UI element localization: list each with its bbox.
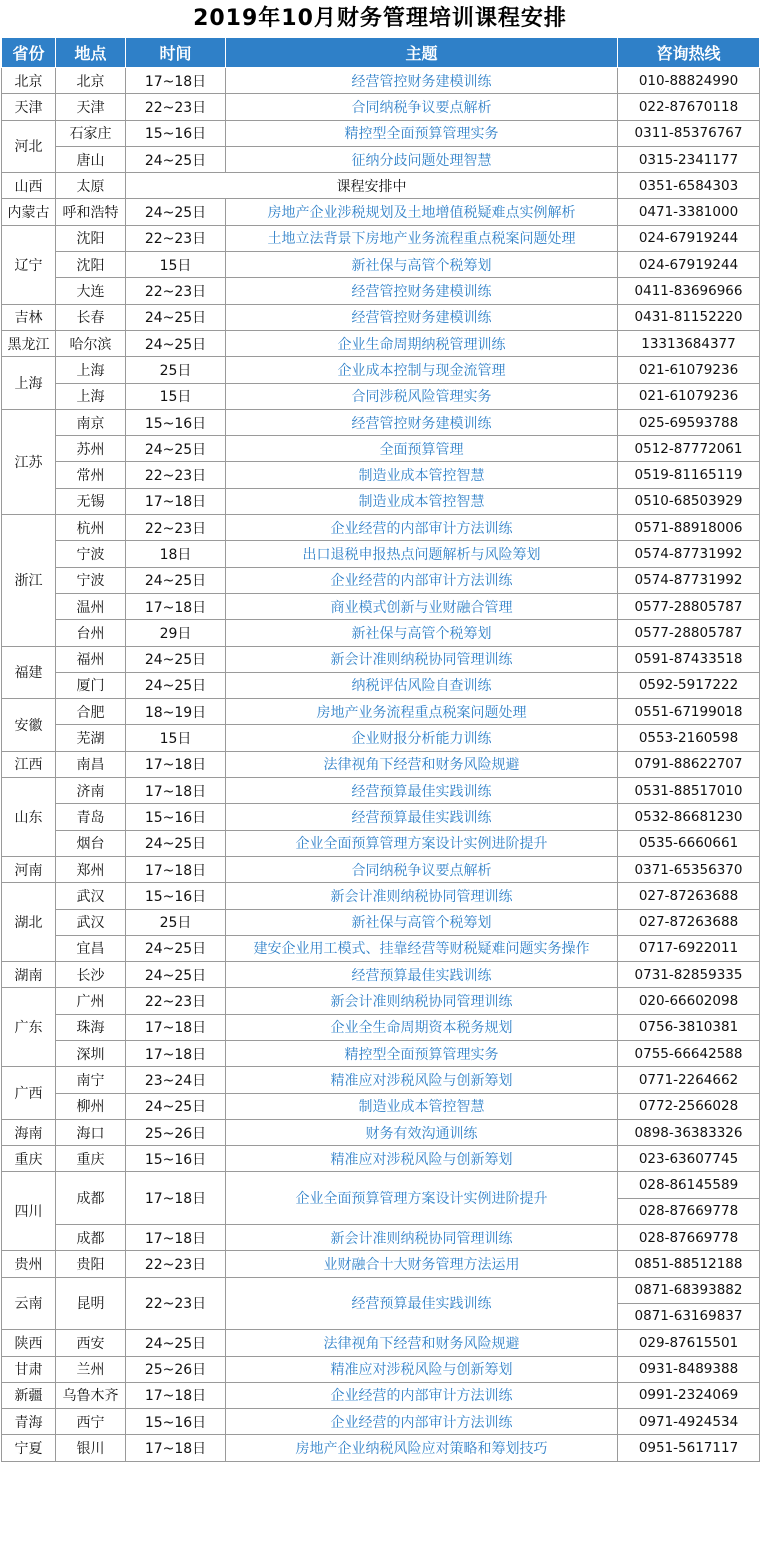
- topic-cell: 经营预算最佳实践训练: [226, 962, 618, 988]
- table-row: [2, 225, 760, 251]
- time-cell: 22~23日: [126, 278, 226, 304]
- city-cell: 沈阳: [56, 252, 126, 278]
- topic-cell: 商业模式创新与业财融合管理: [226, 593, 618, 619]
- city-cell: 海口: [56, 1119, 126, 1145]
- table-row: [2, 488, 760, 514]
- city-cell: 深圳: [56, 1040, 126, 1066]
- hotline-cell: 025-69593788: [618, 409, 760, 435]
- hotline-cell: 0431-81152220: [618, 304, 760, 330]
- hotline-cell: 0411-83696966: [618, 278, 760, 304]
- table-row: [2, 462, 760, 488]
- city-cell: 珠海: [56, 1014, 126, 1040]
- time-cell: 24~25日: [126, 646, 226, 672]
- topic-cell: 企业全面预算管理方案设计实例进阶提升: [226, 830, 618, 856]
- city-cell: 乌鲁木齐: [56, 1382, 126, 1408]
- city-cell: 石家庄: [56, 120, 126, 146]
- time-cell: 15日: [126, 725, 226, 751]
- province-cell: 内蒙古: [2, 199, 56, 225]
- topic-cell: 经营管控财务建模训练: [226, 278, 618, 304]
- province-cell: 广西: [2, 1067, 56, 1120]
- table-row: [2, 699, 760, 725]
- time-cell: 17~18日: [126, 778, 226, 804]
- hotline-cell: 0591-87433518: [618, 646, 760, 672]
- hotline-cell: 13313684377: [618, 330, 760, 356]
- time-cell: 15日: [126, 383, 226, 409]
- table-row: [2, 593, 760, 619]
- topic-cell: 新社保与高管个税筹划: [226, 620, 618, 646]
- city-cell: 福州: [56, 646, 126, 672]
- topic-cell: 财务有效沟通训练: [226, 1119, 618, 1145]
- hotline-cell: 0471-3381000: [618, 199, 760, 225]
- city-cell: 芜湖: [56, 725, 126, 751]
- hotline-cell: 024-67919244: [618, 252, 760, 278]
- topic-cell: 全面预算管理: [226, 436, 618, 462]
- city-cell: 哈尔滨: [56, 330, 126, 356]
- table-row: [2, 1172, 760, 1225]
- hotline-cell: 0717-6922011: [618, 935, 760, 961]
- hotline-cell: 0531-88517010: [618, 778, 760, 804]
- topic-cell: 纳税评估风险自查训练: [226, 672, 618, 698]
- table-row: [2, 278, 760, 304]
- hotline-cell: 029-87615501: [618, 1330, 760, 1356]
- header-province: 省份: [2, 38, 56, 68]
- topic-cell: 经营预算最佳实践训练: [226, 778, 618, 804]
- topic-cell: 土地立法背景下房地产业务流程重点税案问题处理: [226, 225, 618, 251]
- hotline-cell: 0931-8489388: [618, 1356, 760, 1382]
- time-cell: 22~23日: [126, 225, 226, 251]
- time-cell: 22~23日: [126, 1277, 226, 1330]
- topic-cell: 经营管控财务建模训练: [226, 68, 618, 94]
- table-row: [2, 94, 760, 120]
- hotline-cell: 0772-2566028: [618, 1093, 760, 1119]
- table-row: [2, 962, 760, 988]
- topic-cell: 出口退税申报热点问题解析与风险筹划: [226, 541, 618, 567]
- topic-cell: 课程安排中: [126, 173, 618, 199]
- hotline-cell: 0756-3810381: [618, 1014, 760, 1040]
- city-cell: 上海: [56, 357, 126, 383]
- city-cell: 台州: [56, 620, 126, 646]
- time-cell: 17~18日: [126, 1172, 226, 1225]
- table-row: [2, 1251, 760, 1277]
- city-cell: 青岛: [56, 804, 126, 830]
- schedule-table: [1, 37, 760, 1462]
- city-cell: 广州: [56, 988, 126, 1014]
- city-cell: 北京: [56, 68, 126, 94]
- topic-cell: 法律视角下经营和财务风险规避: [226, 1330, 618, 1356]
- city-cell: 厦门: [56, 672, 126, 698]
- header-time: 时间: [126, 38, 226, 68]
- time-cell: 24~25日: [126, 672, 226, 698]
- hotline-cell: 0311-85376767: [618, 120, 760, 146]
- hotline-cell: 0535-6660661: [618, 830, 760, 856]
- time-cell: 17~18日: [126, 488, 226, 514]
- time-cell: 18~19日: [126, 699, 226, 725]
- time-cell: 15日: [126, 252, 226, 278]
- province-cell: 河南: [2, 856, 56, 882]
- hotline-cell: 027-87263688: [618, 909, 760, 935]
- time-cell: 24~25日: [126, 830, 226, 856]
- table-row: [2, 304, 760, 330]
- province-cell: 广东: [2, 988, 56, 1067]
- topic-cell: 经营预算最佳实践训练: [226, 804, 618, 830]
- table-row: [2, 146, 760, 172]
- time-cell: 17~18日: [126, 1435, 226, 1461]
- time-cell: 25日: [126, 357, 226, 383]
- time-cell: 22~23日: [126, 988, 226, 1014]
- province-cell: 湖北: [2, 883, 56, 962]
- hotline-cell: 0371-65356370: [618, 856, 760, 882]
- topic-cell: 精控型全面预算管理实务: [226, 1040, 618, 1066]
- city-cell: 重庆: [56, 1146, 126, 1172]
- time-cell: 18日: [126, 541, 226, 567]
- hotline-cell: 0731-82859335: [618, 962, 760, 988]
- table-row: [2, 751, 760, 777]
- city-cell: 大连: [56, 278, 126, 304]
- city-cell: 昆明: [56, 1277, 126, 1330]
- table-row: [2, 804, 760, 830]
- city-cell: 兰州: [56, 1356, 126, 1382]
- province-cell: 河北: [2, 120, 56, 173]
- hotline-cell: 022-87670118: [618, 94, 760, 120]
- time-cell: 17~18日: [126, 751, 226, 777]
- table-row: [2, 856, 760, 882]
- hotline-cell: [618, 1277, 760, 1330]
- city-cell: 南昌: [56, 751, 126, 777]
- table-row: [2, 1435, 760, 1461]
- hotline-cell: 024-67919244: [618, 225, 760, 251]
- table-row: [2, 988, 760, 1014]
- hotline-cell: 0771-2264662: [618, 1067, 760, 1093]
- table-row: [2, 778, 760, 804]
- city-cell: 宜昌: [56, 935, 126, 961]
- header-row: [2, 38, 760, 68]
- time-cell: 24~25日: [126, 962, 226, 988]
- hotline-cell: 0351-6584303: [618, 173, 760, 199]
- time-cell: 23~24日: [126, 1067, 226, 1093]
- city-cell: 长春: [56, 304, 126, 330]
- city-cell: 常州: [56, 462, 126, 488]
- topic-cell: 新会计准则纳税协同管理训练: [226, 988, 618, 1014]
- province-cell: 湖南: [2, 962, 56, 988]
- city-cell: 呼和浩特: [56, 199, 126, 225]
- topic-cell: 法律视角下经营和财务风险规避: [226, 751, 618, 777]
- hotline-cell: 0315-2341177: [618, 146, 760, 172]
- province-cell: 新疆: [2, 1382, 56, 1408]
- hotline-number: 0871-68393882: [634, 1281, 743, 1298]
- province-cell: 江西: [2, 751, 56, 777]
- topic-cell: 建安企业用工模式、挂靠经营等财税疑难问题实务操作: [226, 935, 618, 961]
- city-cell: 银川: [56, 1435, 126, 1461]
- hotline-number: 028-86145589: [638, 1176, 739, 1193]
- province-cell: 青海: [2, 1409, 56, 1435]
- city-cell: 苏州: [56, 436, 126, 462]
- hotline-cell: 0991-2324069: [618, 1382, 760, 1408]
- province-cell: 宁夏: [2, 1435, 56, 1461]
- table-row: [2, 173, 760, 199]
- topic-cell: 企业经营的内部审计方法训练: [226, 515, 618, 541]
- time-cell: 25~26日: [126, 1356, 226, 1382]
- topic-cell: 新社保与高管个税筹划: [226, 909, 618, 935]
- table-row: [2, 672, 760, 698]
- city-cell: 合肥: [56, 699, 126, 725]
- province-cell: 云南: [2, 1277, 56, 1330]
- topic-cell: 精准应对涉税风险与创新筹划: [226, 1146, 618, 1172]
- time-cell: 25~26日: [126, 1119, 226, 1145]
- header-hotline: 咨询热线: [618, 38, 760, 68]
- topic-cell: 企业成本控制与现金流管理: [226, 357, 618, 383]
- topic-cell: 经营管控财务建模训练: [226, 304, 618, 330]
- table-row: [2, 409, 760, 435]
- city-cell: 成都: [56, 1225, 126, 1251]
- time-cell: 22~23日: [126, 1251, 226, 1277]
- table-row: [2, 330, 760, 356]
- city-cell: 无锡: [56, 488, 126, 514]
- table-row: [2, 1040, 760, 1066]
- province-cell: 贵州: [2, 1251, 56, 1277]
- hotline-cell: 0519-81165119: [618, 462, 760, 488]
- hotline-cell: 0512-87772061: [618, 436, 760, 462]
- topic-cell: 合同涉税风险管理实务: [226, 383, 618, 409]
- province-cell: 陕西: [2, 1330, 56, 1356]
- topic-cell: 新会计准则纳税协同管理训练: [226, 646, 618, 672]
- page-title: 2019年10月财务管理培训课程安排: [193, 6, 567, 31]
- city-cell: 南京: [56, 409, 126, 435]
- topic-cell: 企业生命周期纳税管理训练: [226, 330, 618, 356]
- hotline-cell: 0577-28805787: [618, 593, 760, 619]
- province-cell: 安徽: [2, 699, 56, 752]
- table-row: [2, 199, 760, 225]
- province-cell: 浙江: [2, 515, 56, 646]
- city-cell: 上海: [56, 383, 126, 409]
- hotline-cell: 0574-87731992: [618, 541, 760, 567]
- table-row: [2, 252, 760, 278]
- time-cell: 22~23日: [126, 462, 226, 488]
- time-cell: 17~18日: [126, 68, 226, 94]
- time-cell: 24~25日: [126, 304, 226, 330]
- table-row: [2, 1093, 760, 1119]
- hotline-cell: 0592-5917222: [618, 672, 760, 698]
- topic-cell: 经营预算最佳实践训练: [226, 1277, 618, 1330]
- table-row: [2, 1146, 760, 1172]
- time-cell: 17~18日: [126, 1382, 226, 1408]
- time-cell: 15~16日: [126, 120, 226, 146]
- province-cell: 甘肃: [2, 1356, 56, 1382]
- province-cell: 重庆: [2, 1146, 56, 1172]
- topic-cell: 精准应对涉税风险与创新筹划: [226, 1356, 618, 1382]
- table-row: [2, 620, 760, 646]
- time-cell: 29日: [126, 620, 226, 646]
- header-topic: 主题: [226, 38, 618, 68]
- province-cell: 海南: [2, 1119, 56, 1145]
- topic-cell: 制造业成本管控智慧: [226, 488, 618, 514]
- time-cell: 17~18日: [126, 1040, 226, 1066]
- province-cell: 福建: [2, 646, 56, 699]
- hotline-cell: 0551-67199018: [618, 699, 760, 725]
- table-row: [2, 1119, 760, 1145]
- time-cell: 24~25日: [126, 567, 226, 593]
- city-cell: 西安: [56, 1330, 126, 1356]
- hotline-number: 0871-63169837: [618, 1303, 759, 1329]
- topic-cell: 企业财报分析能力训练: [226, 725, 618, 751]
- city-cell: 太原: [56, 173, 126, 199]
- time-cell: 22~23日: [126, 515, 226, 541]
- table-row: [2, 1277, 760, 1330]
- hotline-cell: 023-63607745: [618, 1146, 760, 1172]
- city-cell: 西宁: [56, 1409, 126, 1435]
- hotline-cell: 0951-5617117: [618, 1435, 760, 1461]
- topic-cell: 制造业成本管控智慧: [226, 462, 618, 488]
- topic-cell: 房地产企业纳税风险应对策略和筹划技巧: [226, 1435, 618, 1461]
- topic-cell: 精准应对涉税风险与创新筹划: [226, 1067, 618, 1093]
- province-cell: 上海: [2, 357, 56, 410]
- hotline-cell: 0851-88512188: [618, 1251, 760, 1277]
- hotline-cell: 0532-86681230: [618, 804, 760, 830]
- time-cell: 24~25日: [126, 935, 226, 961]
- topic-cell: 合同纳税争议要点解析: [226, 856, 618, 882]
- schedule-body: [2, 68, 760, 1462]
- city-cell: 温州: [56, 593, 126, 619]
- city-cell: 宁波: [56, 541, 126, 567]
- hotline-cell: 0553-2160598: [618, 725, 760, 751]
- time-cell: 24~25日: [126, 330, 226, 356]
- hotline-number: 028-87669778: [618, 1198, 759, 1224]
- hotline-cell: 021-61079236: [618, 357, 760, 383]
- city-cell: 济南: [56, 778, 126, 804]
- table-row: [2, 120, 760, 146]
- topic-cell: 企业经营的内部审计方法训练: [226, 1382, 618, 1408]
- city-cell: 郑州: [56, 856, 126, 882]
- topic-cell: 合同纳税争议要点解析: [226, 94, 618, 120]
- province-cell: 山西: [2, 173, 56, 199]
- topic-cell: 新会计准则纳税协同管理训练: [226, 1225, 618, 1251]
- hotline-cell: 010-88824990: [618, 68, 760, 94]
- topic-cell: 企业经营的内部审计方法训练: [226, 1409, 618, 1435]
- city-cell: 唐山: [56, 146, 126, 172]
- table-row: [2, 1382, 760, 1408]
- table-row: [2, 567, 760, 593]
- table-row: [2, 1409, 760, 1435]
- city-cell: 武汉: [56, 883, 126, 909]
- hotline-cell: 0755-66642588: [618, 1040, 760, 1066]
- time-cell: 25日: [126, 909, 226, 935]
- topic-cell: 征纳分歧问题处理智慧: [226, 146, 618, 172]
- time-cell: 17~18日: [126, 593, 226, 619]
- table-row: [2, 383, 760, 409]
- city-cell: 烟台: [56, 830, 126, 856]
- table-row: [2, 725, 760, 751]
- topic-cell: 房地产业务流程重点税案问题处理: [226, 699, 618, 725]
- table-row: [2, 1014, 760, 1040]
- table-row: [2, 515, 760, 541]
- city-cell: 南宁: [56, 1067, 126, 1093]
- table-row: [2, 541, 760, 567]
- time-cell: 24~25日: [126, 146, 226, 172]
- province-cell: 四川: [2, 1172, 56, 1251]
- city-cell: 成都: [56, 1172, 126, 1225]
- time-cell: 17~18日: [126, 856, 226, 882]
- time-cell: 24~25日: [126, 1330, 226, 1356]
- table-row: [2, 1330, 760, 1356]
- table-row: [2, 1225, 760, 1251]
- hotline-cell: 0971-4924534: [618, 1409, 760, 1435]
- city-cell: 沈阳: [56, 225, 126, 251]
- hotline-cell: 0574-87731992: [618, 567, 760, 593]
- city-cell: 长沙: [56, 962, 126, 988]
- table-row: [2, 909, 760, 935]
- topic-cell: 房地产企业涉税规划及土地增值税疑难点实例解析: [226, 199, 618, 225]
- province-cell: 吉林: [2, 304, 56, 330]
- hotline-cell: [618, 1172, 760, 1225]
- time-cell: 24~25日: [126, 199, 226, 225]
- province-cell: 江苏: [2, 409, 56, 514]
- city-cell: 贵阳: [56, 1251, 126, 1277]
- time-cell: 24~25日: [126, 1093, 226, 1119]
- province-cell: 黑龙江: [2, 330, 56, 356]
- province-cell: 北京: [2, 68, 56, 94]
- table-row: [2, 935, 760, 961]
- table-row: [2, 1356, 760, 1382]
- city-cell: 宁波: [56, 567, 126, 593]
- table-row: [2, 68, 760, 94]
- table-row: [2, 830, 760, 856]
- city-cell: 杭州: [56, 515, 126, 541]
- hotline-cell: 0510-68503929: [618, 488, 760, 514]
- hotline-cell: 028-87669778: [618, 1225, 760, 1251]
- time-cell: 15~16日: [126, 409, 226, 435]
- time-cell: 15~16日: [126, 1146, 226, 1172]
- time-cell: 17~18日: [126, 1014, 226, 1040]
- hotline-cell: 021-61079236: [618, 383, 760, 409]
- topic-cell: 新会计准则纳税协同管理训练: [226, 883, 618, 909]
- table-row: [2, 436, 760, 462]
- table-row: [2, 357, 760, 383]
- topic-cell: 企业经营的内部审计方法训练: [226, 567, 618, 593]
- topic-cell: 企业全面预算管理方案设计实例进阶提升: [226, 1172, 618, 1225]
- province-cell: 天津: [2, 94, 56, 120]
- time-cell: 22~23日: [126, 94, 226, 120]
- province-cell: 辽宁: [2, 225, 56, 304]
- hotline-cell: 0571-88918006: [618, 515, 760, 541]
- hotline-cell: 027-87263688: [618, 883, 760, 909]
- time-cell: 15~16日: [126, 883, 226, 909]
- time-cell: 24~25日: [126, 436, 226, 462]
- city-cell: 柳州: [56, 1093, 126, 1119]
- topic-cell: 精控型全面预算管理实务: [226, 120, 618, 146]
- table-row: [2, 883, 760, 909]
- time-cell: 15~16日: [126, 804, 226, 830]
- topic-cell: 经营管控财务建模训练: [226, 409, 618, 435]
- topic-cell: 企业全生命周期资本税务规划: [226, 1014, 618, 1040]
- province-cell: 山东: [2, 778, 56, 857]
- hotline-cell: 020-66602098: [618, 988, 760, 1014]
- header-city: 地点: [56, 38, 126, 68]
- table-row: [2, 646, 760, 672]
- hotline-cell: 0898-36383326: [618, 1119, 760, 1145]
- time-cell: 15~16日: [126, 1409, 226, 1435]
- city-cell: 天津: [56, 94, 126, 120]
- hotline-cell: 0577-28805787: [618, 620, 760, 646]
- city-cell: 武汉: [56, 909, 126, 935]
- topic-cell: 新社保与高管个税筹划: [226, 252, 618, 278]
- topic-cell: 制造业成本管控智慧: [226, 1093, 618, 1119]
- time-cell: 17~18日: [126, 1225, 226, 1251]
- topic-cell: 业财融合十大财务管理方法运用: [226, 1251, 618, 1277]
- hotline-cell: 0791-88622707: [618, 751, 760, 777]
- table-row: [2, 1067, 760, 1093]
